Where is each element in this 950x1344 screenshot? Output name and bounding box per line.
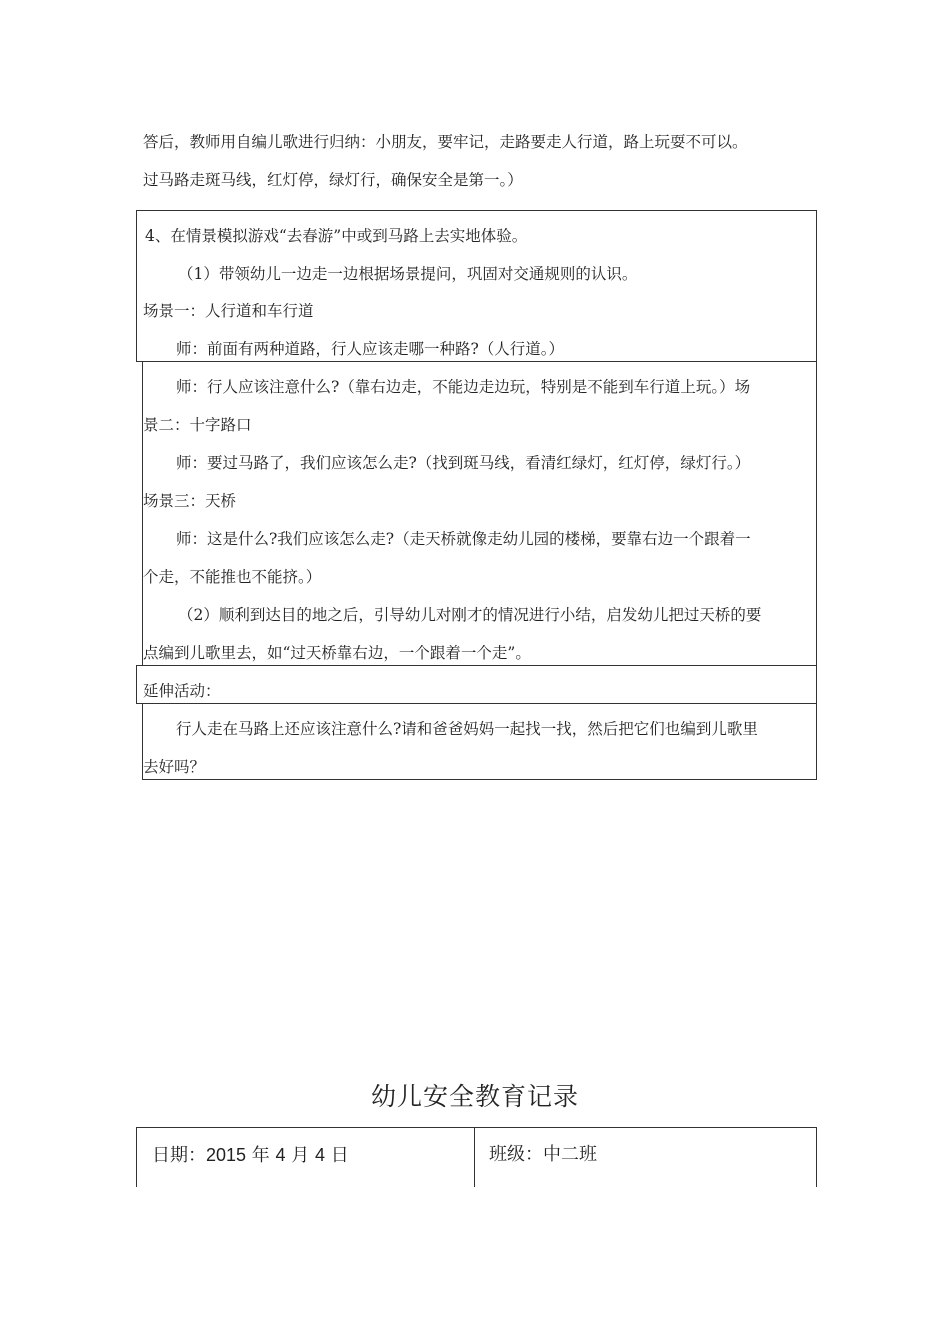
date-year-unit: 年 (251, 1145, 270, 1166)
extension-line-1: 行人走在马路上还应该注意什么?请和爸爸妈妈一起找一找，然后把它们也编到儿歌里 (176, 720, 758, 738)
section4-heading: 4、在情景模拟游戏“去春游”中或到马路上去实地体验。 (145, 227, 528, 245)
scene3-question-line-1: 师：这是什么?我们应该怎么走?（走天桥就像走幼儿园的楼梯，要靠右边一个跟着一 (176, 530, 751, 548)
class-cell (489, 1142, 597, 1168)
scene1-question-1: 师：前面有两种道路，行人应该走哪一种路?（人行道。） (176, 340, 565, 358)
class-label: 班级： (489, 1144, 543, 1165)
date-day: 4 (315, 1145, 326, 1165)
extension-label-box (136, 665, 817, 704)
intro-line-1: 答后，教师用自编儿歌进行归纳：小朋友，要牢记，走路要走人行道，路上玩耍不可以。 (143, 133, 748, 151)
intro-line-2: 过马路走斑马线，红灯停，绿灯行，确保安全是第一。） (143, 171, 523, 189)
scene3-label: 场景三：天桥 (143, 492, 237, 510)
section4-step2-line-1: （2）顺利到达目的地之后，引导幼儿对刚才的情况进行小结，启发幼儿把过天桥的要 (178, 606, 762, 624)
section4-step1: （1）带领幼儿一边走一边根据场景提问，巩固对交通规则的认识。 (178, 265, 638, 283)
date-cell (152, 1142, 349, 1169)
date-label: 日期： (152, 1145, 206, 1166)
date-year: 2015 (206, 1145, 247, 1165)
scene2-question: 师：要过马路了，我们应该怎么走?（找到斑马线，看清红绿灯，红灯停，绿灯行。） (176, 454, 751, 472)
section4-step2-line-2: 点编到儿歌里去，如“过天桥靠右边，一个跟着一个走”。 (143, 644, 531, 662)
scene1-label: 场景一：人行道和车行道 (143, 302, 314, 320)
record-table-divider (474, 1127, 475, 1187)
extension-line-2: 去好吗？ (143, 758, 206, 776)
date-month: 4 (275, 1145, 286, 1165)
scene2-label: 景二：十字路口 (143, 416, 252, 434)
scene3-question-line-2: 个走，不能推也不能挤。） (143, 568, 322, 586)
record-title: 幼儿安全教育记录 (370, 1082, 579, 1111)
date-month-unit: 月 (291, 1145, 310, 1166)
extension-label: 延伸活动： (143, 682, 221, 700)
class-value: 中二班 (543, 1144, 597, 1165)
extension-content-box (142, 703, 817, 780)
scene1-question-2: 师：行人应该注意什么?（靠右边走，不能边走边玩，特别是不能到车行道上玩。）场 (176, 378, 751, 396)
date-day-unit: 日 (330, 1145, 349, 1166)
